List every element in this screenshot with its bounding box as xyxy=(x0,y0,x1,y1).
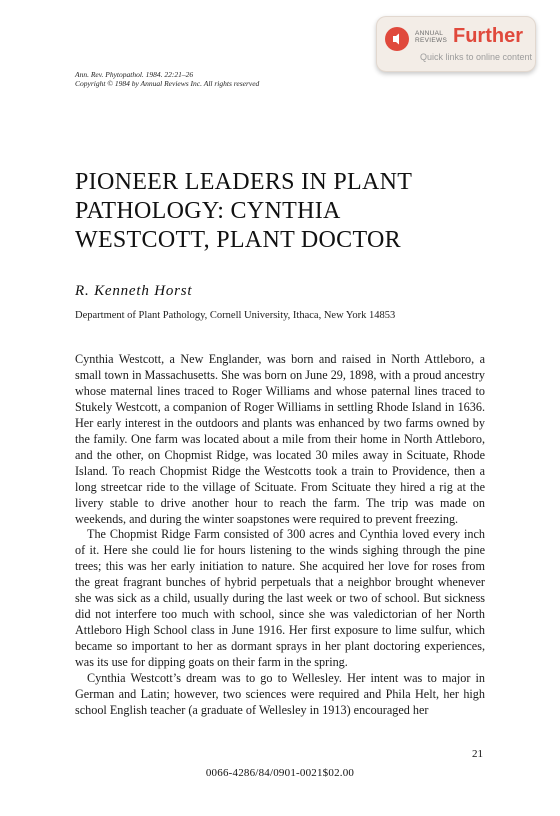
title-line: PATHOLOGY: CYNTHIA xyxy=(75,198,341,224)
body-paragraph: The Chopmist Ridge Farm consisted of 300 acres and Cynthia loved every inch of it. Here she could lie for hours listening to the winds sighing through the pine trees; this was her early initiation to nature. She acquired her love for roses from the great fragrant bunches of hybrid perpetuals that a neighbor brought whenever she was sick as a child, usually during the last week or two of school. But sickness did not interfere too much with school, since she was valedictorian of her North Attleboro High School class in June 1916. Her first exposure to lime sulfur, which became so important to her as dormant sprays in her plant doctoring experiences, was its use for dipping goats on their farm in the spring. xyxy=(75,527,485,670)
author-affiliation: Department of Plant Pathology, Cornell University, Ithaca, New York 14853 xyxy=(75,310,396,321)
citation xyxy=(75,70,259,88)
article-title xyxy=(75,168,455,255)
further-label: Further xyxy=(453,25,523,47)
further-subtitle: Quick links to online content xyxy=(420,52,533,62)
speaker-icon xyxy=(385,27,409,51)
further-badge[interactable] xyxy=(376,16,536,72)
article-body xyxy=(75,352,485,719)
annual-reviews-brand xyxy=(415,30,447,44)
page-number: 21 xyxy=(472,748,483,760)
body-paragraph: Cynthia Westcott’s dream was to go to Wellesley. Her intent was to major in German and Latin; however, two sciences were required and Phila Helt, her high school English teacher (a graduate of Wellesley in 1913) encouraged her xyxy=(75,671,485,717)
brand-line-2: REVIEWS xyxy=(415,37,448,44)
brand-line-1: ANNUAL xyxy=(415,30,444,37)
journal-citation: Ann. Rev. Phytopathol. 1984. 22:21–26 xyxy=(75,70,194,79)
body-paragraph: Cynthia Westcott, a New Englander, was born and raised in North Attleboro, a small town in Massachusetts. She was born on June 29, 1898, with a proud ancestry whose maternal lines traced to Roger Williams and whose paternal lines traced to Stukely Westcott, a companion of Roger Williams in settling Rhode Island in 1636. Her early interest in the outdoors and plants was enhanced by two farms owned by the family. One farm was located about a mile from their home in North Attleboro, and the other, on Chopmist Ridge, was located 30 miles away in Scituate, Rhode Island. To reach Chopmist Ridge the Westcotts took a train to Providence, then a long streetcar ride to the village of Scituate. From Scituate they hired a rig at the livery stable to drive another hour to reach the farm. The trip was made on weekends, and during the winter soapstones were required to prevent freezing. xyxy=(75,352,485,526)
article-code: 0066-4286/84/0901-0021$02.00 xyxy=(205,767,355,779)
title-line: WESTCOTT, PLANT DOCTOR xyxy=(75,227,401,253)
author-name: R. Kenneth Horst xyxy=(75,283,193,299)
title-line: PIONEER LEADERS IN PLANT xyxy=(75,169,413,195)
copyright-line: Copyright © 1984 by Annual Reviews Inc. All rights reserved xyxy=(75,79,260,88)
